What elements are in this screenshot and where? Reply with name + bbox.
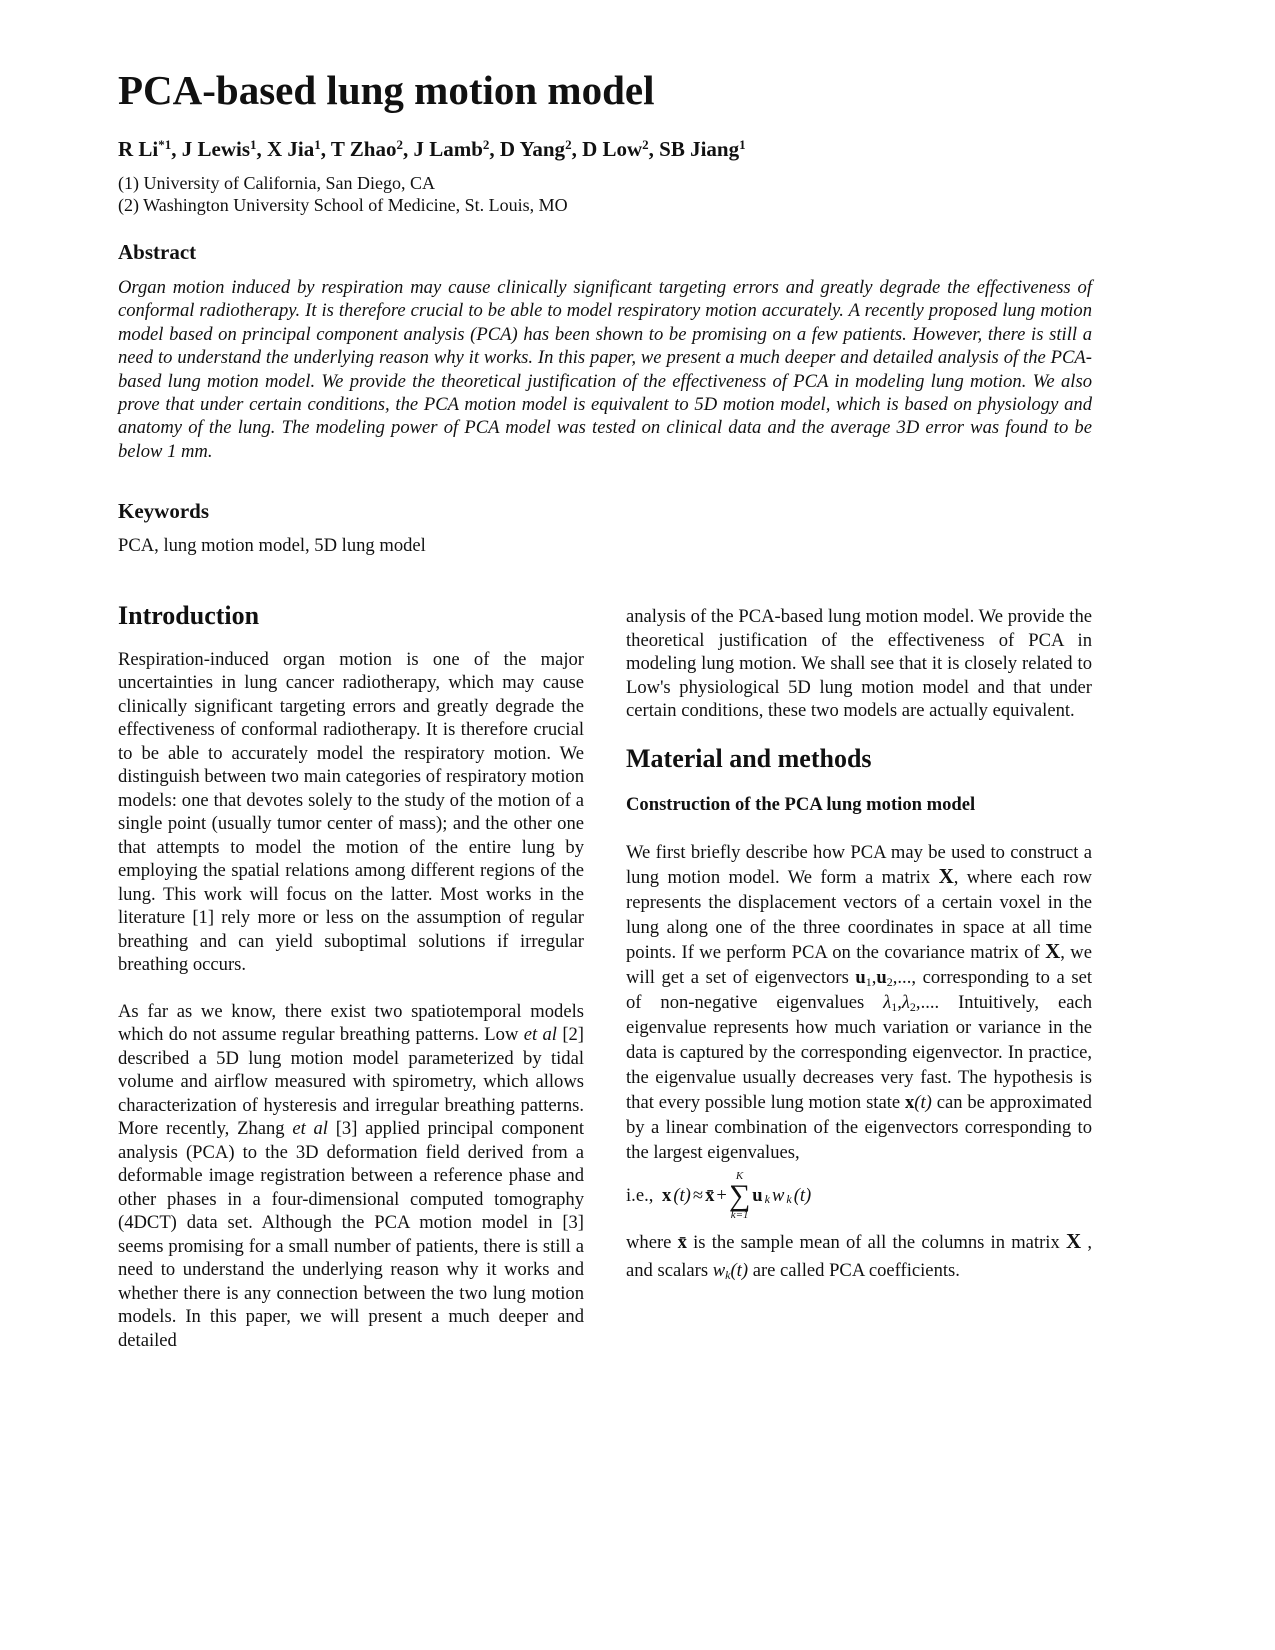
abstract-text: Organ motion induced by respiration may cause clinically significant targeting errors and greatly degrade the effectiveness of conformal radiotherapy. It is therefore crucial to be able to model respiratory motion accurately. A recently proposed lung motion model based on principal component analysis (PCA) has been shown to be promising on a few patients. However, there is still a need to understand the underlying reason why it works. In this paper, we present a much deeper and detailed analysis of the PCA-based lung motion model. We provide the theoretical justification of the effectiveness of PCA in modeling lung motion. We also prove that under certain conditions, the PCA motion model is equivalent to 5D motion model, which is based on physiology and anatomy of the lung. The modeling power of PCA model was tested on clinical data and the average 3D error was found to be below 1 mm. bbox=[118, 277, 1092, 462]
author: R Li$^{*1}$, bbox=[118, 137, 182, 161]
methods-subheading: Construction of the PCA lung motion model bbox=[626, 794, 976, 815]
paper-title: PCA-based lung motion model bbox=[118, 67, 655, 113]
introduction-heading: Introduction bbox=[118, 601, 260, 630]
keywords-text: PCA, lung motion model, 5D lung model bbox=[118, 535, 426, 556]
methods-paragraph-2: where x̄ is the sample mean of all the columns in matrix X , and scalars $w_k(t)$ are called PCA coefficients. bbox=[626, 1228, 1092, 1282]
right-column bbox=[626, 605, 1092, 1285]
left-column bbox=[118, 601, 585, 1352]
author-list bbox=[118, 136, 746, 162]
author: X Jia$^1$, bbox=[267, 137, 331, 161]
affiliation-1: (1) University of California, San Diego, CA bbox=[118, 173, 435, 193]
keywords-heading: Keywords bbox=[118, 499, 209, 523]
intro-paragraph-1: Respiration-induced organ motion is one of the major uncertainties in lung cancer radiotherapy, which may cause clinically significant targeting errors and greatly degrade the effectiveness of conformal radiotherapy. It is therefore crucial to be able to accurately model the respiratory motion. We distinguish between two main categories of respiratory motion models: one that devotes solely to the study of the motion of a single point (usually tumor center of mass); and the other one that attempts to model the motion of the entire lung by employing the spatial relations among different regions of the lung. This work will focus on the latter. Most works in the literature [1] rely more or less on the assumption of regular breathing and can yield suboptimal solutions if irregular breathing occurs. bbox=[118, 648, 584, 975]
author: D Low$^2$, bbox=[582, 137, 660, 161]
pca-equation: i.e., x (t) ≈ x̄ + K ∑ k=1 u $_k$ w $_k$ (t) bbox=[626, 1169, 812, 1221]
author: SB Jiang$^1$ bbox=[659, 137, 746, 161]
author: D Yang$^2$, bbox=[499, 137, 583, 161]
summation-symbol: K ∑ k=1 bbox=[728, 1169, 751, 1221]
author: J Lewis$^1$, bbox=[181, 137, 268, 161]
intro-paragraph-2: As far as we know, there exist two spatiotemporal models which do not assume regular breathing patterns. Low et al [2] described a 5D lung motion model parameterized by tidal volume and airflow measured with spirometry, which allows characterization of hysteresis and irregular breathing patterns. More recently, Zhang et al [3] applied principal component analysis (PCA) to the 3D deformation field derived from a deformable image registration between a reference phase and other phases in a four-dimensional computed tomography (4DCT) data set. Although the PCA motion model in [3] seems promising for a small number of patients, there is still a need to understand the underlying reason why it works and whether there is any connection between the two lung motion models. In this paper, we will present a much deeper and detailed bbox=[118, 1000, 585, 1351]
methods-heading: Material and methods bbox=[626, 743, 872, 773]
affiliation-2: (2) Washington University School of Medicine, St. Louis, MO bbox=[118, 195, 568, 215]
abstract-heading: Abstract bbox=[118, 240, 197, 264]
author: T Zhao$^2$, bbox=[330, 137, 414, 161]
author: J Lamb$^2$, bbox=[413, 137, 500, 161]
intro-paragraph-3: analysis of the PCA-based lung motion model. We provide the theoretical justification of the effectiveness of PCA in modeling lung motion. We shall see that it is closely related to Low's physiological 5D lung motion model and that under certain conditions, these two models are actually equivalent. bbox=[626, 606, 1092, 721]
methods-paragraph: We first briefly describe how PCA may be used to construct a lung motion model. We form a matrix X, where each row represents the displacement vectors of a certain voxel in the lung along one of the three coordinates in space at all time points. If we perform PCA on the covariance matrix of X, we will get a set of eigenvectors $u_1,u_2$,..., corresponding to a set of non-negative eigenvalues $\lambda_1,\lambda_2$,.... Intuitively, each eigenvalue represents how much variation or variance in the data is captured by the corresponding eigenvector. In practice, the eigenvalue usually decreases very fast. The hypothesis is that every possible lung motion state x(t) can be approximated by a linear combination of the eigenvectors corresponding to the largest eigenvalues, bbox=[626, 841, 1093, 1163]
